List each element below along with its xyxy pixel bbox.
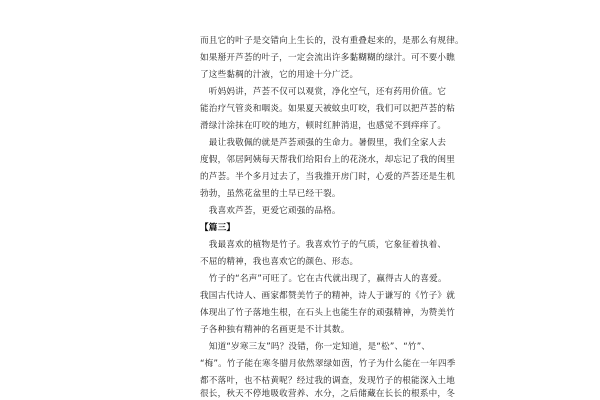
paragraph-line: 如果掰开芦荟的叶子，一定会流出许多黏糊糊的绿汁。可不要小瞧 — [200, 53, 456, 63]
paragraph-line: 能治疗气管炎和咽炎。如果夏天被蚊虫叮咬，我们可以把芦荟的粘 — [200, 104, 456, 114]
paragraph-line: 勃勃，虽然花盆里的土早已经干裂。 — [200, 189, 341, 199]
paragraph-line: “梅”。竹子能在寒冬腊月依然翠绿如茵，竹子为什么能在一年四季 — [200, 359, 456, 369]
paragraph-line: 我喜欢芦荟，更爱它顽强的品格。 — [200, 206, 341, 216]
paragraph-line: 而且它的叶子是交错向上生长的，没有重叠起来的，是那么有规律。 — [200, 36, 464, 46]
paragraph-line: 很长，秋天不停地吸收营养、水分，之后储藏在长长的根系中，冬 — [200, 389, 456, 399]
paragraph-line: 我最喜欢的植物是竹子。我喜欢竹子的气质，它象征着执着、 — [200, 240, 447, 250]
paragraph-line: 度假，邻居阿姨每天帮我们给阳台上的花浇水，却忘记了我的闺里 — [200, 155, 456, 165]
paragraph-line: 体现出了竹子落地生根，在石头上也能生存的顽强精神，为赞美竹 — [200, 308, 456, 318]
paragraph-line: 不屈的精神，我也喜欢它的颜色、形态。 — [200, 257, 359, 267]
paragraph-line: 滑绿汁涂抹在叮咬的地方，顿时红肿消退，也感觉不到痒痒了。 — [200, 121, 447, 131]
paragraph-line: 知道“岁寒三友”吗？没错，你一定知道，是“松”、“竹”、 — [200, 342, 431, 352]
paragraph-line: 的芦荟。半个多月过去了，当我推开房门时，心爱的芦荟还是生机 — [200, 172, 456, 182]
paragraph-line: 子各种独有精神的名画更是不计其数。 — [200, 325, 350, 335]
section-heading: 【篇三】 — [200, 223, 236, 233]
paragraph-line: 竹子的“名声”可旺了。它在古代就出现了，赢得古人的喜爱。 — [200, 274, 447, 284]
paragraph-line: 都不落叶，也不枯黄呢？经过我的调查，发现竹子的根能深入土地 — [200, 376, 456, 386]
paragraph-line: 听妈妈讲，芦荟不仅可以观赏，净化空气，还有药用价值。它 — [200, 87, 447, 97]
paragraph-line: 最让我敬佩的就是芦荟顽强的生命力。暑假里，我们全家人去 — [200, 138, 447, 148]
paragraph-line: 我国古代诗人、画家都赞美竹子的精神，诗人于谦写的《竹子》就 — [200, 291, 456, 301]
paragraph-line: 了这些黏稠的汁液，它的用途十分广泛。 — [200, 70, 359, 80]
